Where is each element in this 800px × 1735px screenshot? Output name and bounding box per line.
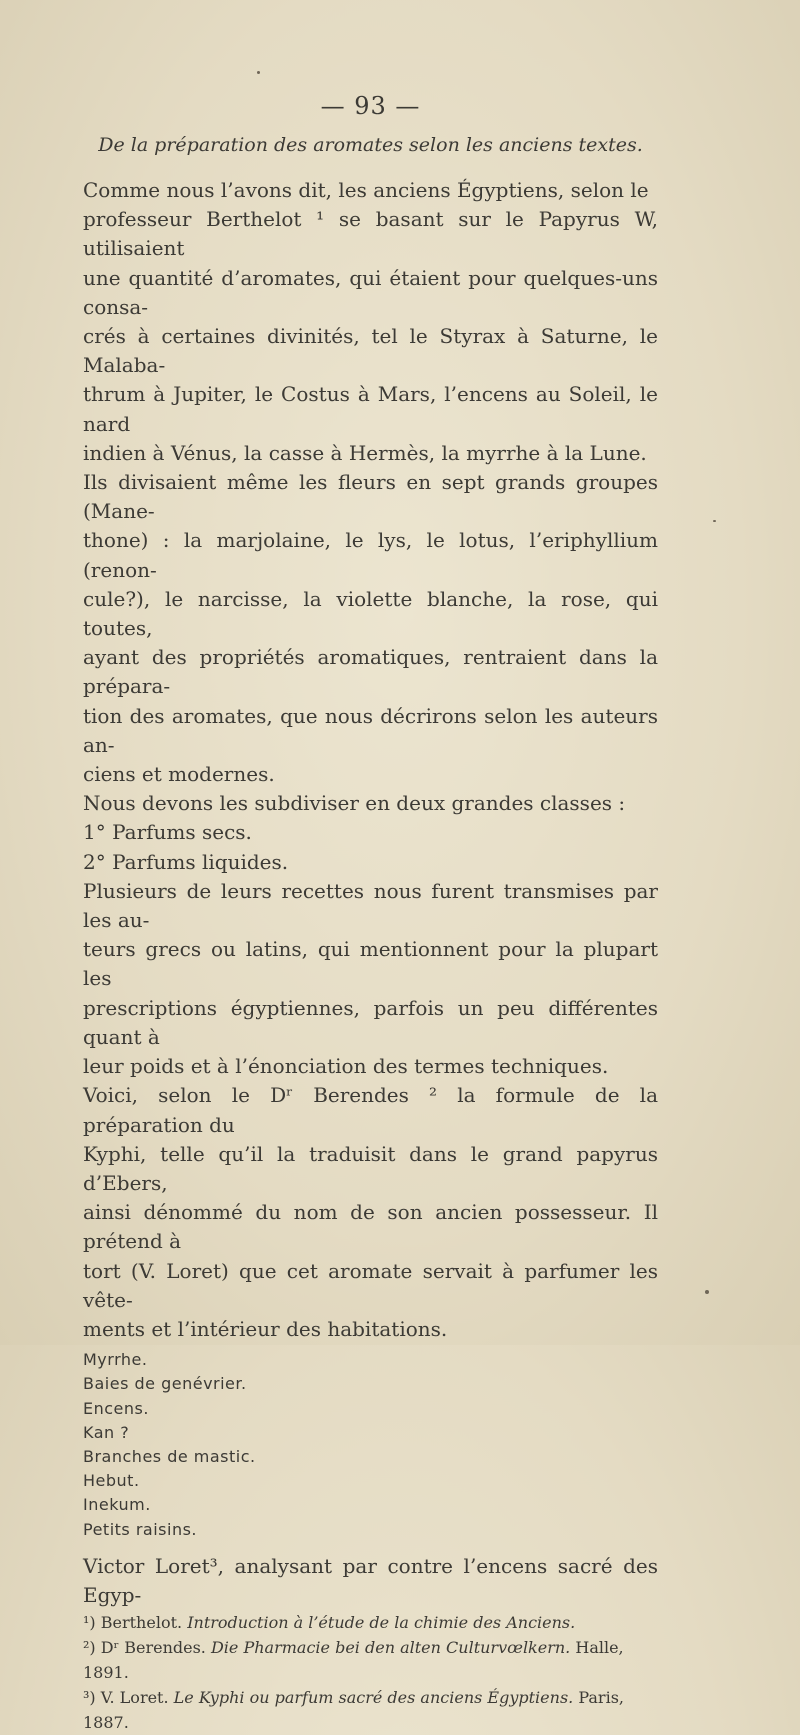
text-line: thone) : la marjolaine, le lys, le lotus, l’eriphyllium (renon- [83,528,658,582]
footnote [83,1635,658,1685]
text-line: Kyphi, telle qu’il la traduisit dans le grand papyrus d’Ebers, [83,1141,658,1195]
paragraph-2 [83,468,658,789]
footnote-mark: ²) [83,1638,96,1658]
text-line: leur poids et à l’énonciation des termes techniques. [83,1054,609,1079]
text-line: thrum à Jupiter, le Costus à Mars, l’encens au Soleil, le nard [83,382,658,436]
footnotes [83,1610,658,1735]
footnote-rest: Halle, 1891. [83,1638,624,1683]
paper-speck [713,520,716,522]
text-line: indien à Vénus, la casse à Hermès, la myrrhe à la Lune. [83,440,647,465]
text-line: tion des aromates, que nous décrirons selon les auteurs an- [83,703,658,757]
ingredient-item: Encens. [83,1398,149,1418]
text-line: crés à certaines divinités, tel le Styrax à Saturne, le Malaba- [83,324,658,378]
text-line: Comme nous l’avons dit, les anciens Égyptiens, selon le [83,178,649,202]
footnote [83,1685,658,1735]
footnote-author: Berthelot. [100,1613,183,1633]
ingredient-item: Branches de mastic. [83,1446,256,1466]
text-line: tort (V. Loret) que cet aromate servait à parfumer les vête- [83,1258,658,1312]
page-number: — 93 — [320,92,421,120]
ingredient-item: Petits raisins. [83,1519,198,1539]
footnote-mark: ¹) [83,1613,96,1633]
footnote-work: Die Pharmacie bei den alten Culturvœlkern. [210,1638,571,1658]
text-line: professeur Berthelot ¹ se basant sur le Papyrus W, utilisaient [83,207,658,261]
paragraph-4 [83,877,658,1081]
paragraph-1 [83,176,658,468]
text-line: Plusieurs de leurs recettes nous furent transmises par les au- [83,878,658,933]
class-item: 2° Parfums liquides. [83,849,289,874]
text-line: cule?), le narcisse, la violette blanche, la rose, qui toutes, [83,586,658,641]
footnote-author: V. Loret. [100,1688,169,1708]
text-line: teurs grecs ou latins, qui mentionnent pour la plupart les [83,937,658,991]
ingredient-item: Inekum. [83,1495,151,1515]
text-line: ciens et modernes. [83,762,275,787]
footnote-author: Dʳ Berendes. [100,1638,206,1658]
text-line: ayant des propriétés aromatiques, rentraient dans la prépara- [83,645,658,699]
footnote [83,1610,658,1635]
footnote-mark: ³) [83,1688,96,1708]
ingredient-item: Kan ? [83,1422,130,1442]
paragraph-5 [83,1081,658,1344]
ingredient-item: Hebut. [83,1471,140,1491]
paragraph-6: Victor Loret³, analysant par contre l’encens sacré des Egyp- [83,1553,658,1607]
section-title: De la préparation des aromates selon les anciens textes. [98,134,643,156]
text-line: Ils divisaient même les fleurs en sept grands groupes (Mane- [83,470,658,524]
footnote-work: Introduction à l’étude de la chimie des Anciens. [187,1613,576,1633]
text-line: Voici, selon le Dʳ Berendes ² la formule de la préparation du [83,1083,658,1137]
ingredient-item: Myrrhe. [83,1350,148,1370]
paper-speck [257,71,260,74]
kyphi-ingredient-list [83,1348,658,1542]
text-line: une quantité d’aromates, qui étaient pour quelques-uns consa- [83,265,658,319]
paragraph-3: Nous devons les subdiviser en deux grandes classes : [83,791,626,816]
class-item: 1° Parfums secs. [83,820,252,845]
paper-speck [705,1290,709,1294]
text-line: ainsi dénommé du nom de son ancien possesseur. Il prétend à [83,1200,658,1254]
text-line: prescriptions égyptiennes, parfois un peu différentes quant à [83,995,658,1049]
text-line: ments et l’intérieur des habitations. [83,1316,448,1341]
footnote-work: Le Kyphi ou parfum sacré des anciens Égyptiens. [173,1688,574,1708]
footnote-rest: Paris, 1887. [83,1688,624,1733]
page [83,92,658,1735]
ingredient-item: Baies de genévrier. [83,1374,247,1394]
